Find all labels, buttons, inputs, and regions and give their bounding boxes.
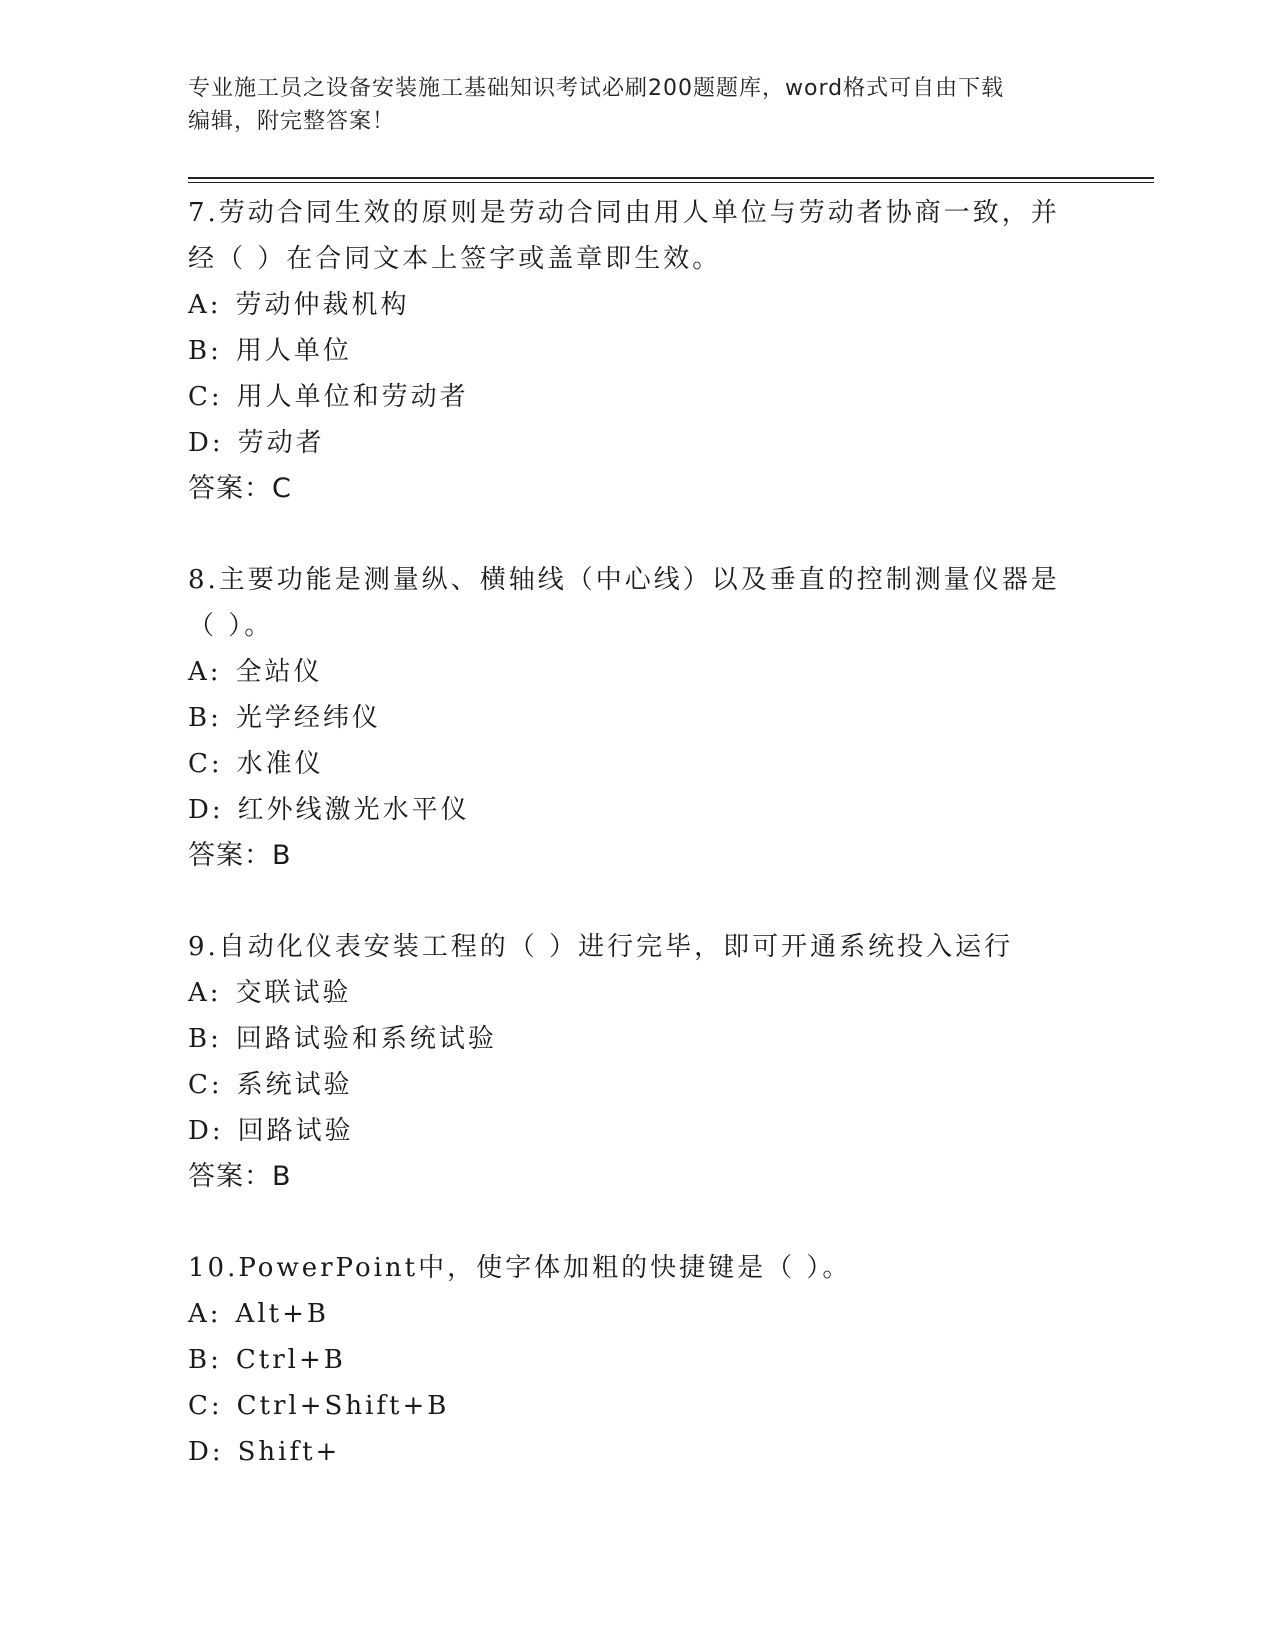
- option-text: 系统试验: [236, 1070, 353, 1100]
- option-b: [188, 328, 1088, 374]
- option-text: 用人单位和劳动者: [236, 382, 469, 412]
- option-key: D:: [188, 428, 224, 458]
- option-text: 光学经纬仪: [235, 703, 381, 733]
- option-key: D:: [188, 1116, 224, 1146]
- question-9: [188, 924, 1088, 1200]
- option-key: C:: [188, 1391, 223, 1421]
- option-text: 劳动者: [237, 428, 325, 458]
- option-d: [188, 420, 1088, 466]
- question-text-line-1: 10.PowerPoint中，使字体加粗的快捷键是（ ）。: [188, 1253, 852, 1283]
- option-b: [188, 1016, 1088, 1062]
- option-c: [188, 741, 1088, 787]
- header-divider-thin: [188, 182, 1154, 183]
- header-line-1: 专业施工员之设备安装施工基础知识考试必刷200题题库，word格式可自由下载: [188, 76, 1005, 101]
- question-10: [188, 1245, 1088, 1475]
- answer: 答案：C: [188, 473, 292, 504]
- option-key: B:: [188, 1024, 222, 1054]
- header-line-2: 编辑，附完整答案！: [188, 109, 396, 134]
- option-key: D:: [188, 795, 224, 825]
- option-key: A:: [188, 1299, 222, 1329]
- header-divider-thick: [188, 177, 1154, 179]
- option-key: B:: [188, 703, 222, 733]
- questions-list: [188, 190, 1088, 1520]
- option-key: A:: [188, 978, 222, 1008]
- question-text-line-1: 9.自动化仪表安装工程的（ ）进行完毕，即可开通系统投入运行: [188, 932, 1014, 962]
- option-a: [188, 970, 1088, 1016]
- option-c: [188, 1062, 1088, 1108]
- document-header: [188, 72, 1068, 138]
- option-text: 用人单位: [235, 336, 352, 366]
- option-text: 红外线激光水平仪: [237, 795, 470, 825]
- option-text: 全站仪: [235, 657, 323, 687]
- question-8: [188, 557, 1088, 879]
- option-a: [188, 1291, 1088, 1337]
- option-text: Ctrl+Shift+B: [236, 1391, 450, 1421]
- option-key: B:: [188, 1345, 222, 1375]
- option-text: 劳动仲裁机构: [235, 290, 410, 320]
- question-7: [188, 190, 1088, 512]
- option-key: A:: [188, 290, 222, 320]
- question-text-line-2: 经（ ）在合同文本上签字或盖章即生效。: [188, 244, 722, 274]
- question-text-line-2: （ ）。: [188, 611, 274, 641]
- option-text: 回路试验: [237, 1116, 354, 1146]
- question-text-line-1: 7.劳动合同生效的原则是劳动合同由用人单位与劳动者协商一致，并: [188, 198, 1060, 228]
- option-key: A:: [188, 657, 222, 687]
- option-d: [188, 1108, 1088, 1154]
- option-text: Alt+B: [235, 1299, 329, 1329]
- question-text-line-1: 8.主要功能是测量纵、横轴线（中心线）以及垂直的控制测量仪器是: [188, 565, 1060, 595]
- option-key: D:: [188, 1437, 224, 1467]
- option-a: [188, 649, 1088, 695]
- option-d: [188, 1429, 1088, 1475]
- option-key: C:: [188, 749, 223, 779]
- option-key: C:: [188, 382, 223, 412]
- answer: 答案：B: [188, 1161, 292, 1192]
- option-text: 水准仪: [236, 749, 324, 779]
- option-text: Shift+: [237, 1437, 341, 1467]
- option-text: 交联试验: [235, 978, 352, 1008]
- option-a: [188, 282, 1088, 328]
- option-b: [188, 1337, 1088, 1383]
- option-key: B:: [188, 336, 222, 366]
- option-text: Ctrl+B: [235, 1345, 346, 1375]
- option-c: [188, 1383, 1088, 1429]
- option-text: 回路试验和系统试验: [235, 1024, 497, 1054]
- option-d: [188, 787, 1088, 833]
- option-key: C:: [188, 1070, 223, 1100]
- option-b: [188, 695, 1088, 741]
- answer: 答案：B: [188, 840, 292, 871]
- option-c: [188, 374, 1088, 420]
